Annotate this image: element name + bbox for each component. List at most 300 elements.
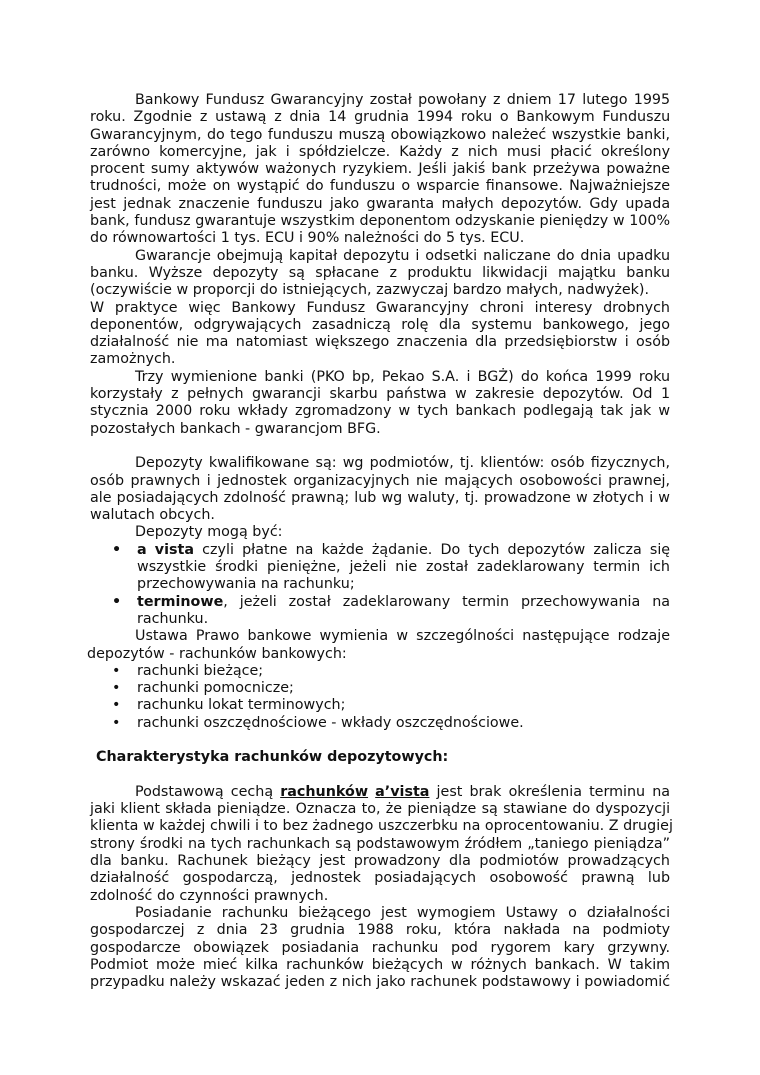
word: naliczane xyxy=(483,247,551,264)
text-line xyxy=(90,524,670,541)
word: prawnych. xyxy=(253,887,329,904)
word: środki xyxy=(215,559,259,576)
word: końca xyxy=(545,368,589,385)
word: z xyxy=(171,386,179,403)
list-item xyxy=(90,697,670,714)
word: pieniądze xyxy=(407,801,477,818)
word: gwaranta xyxy=(366,195,435,212)
word: grzywny. xyxy=(607,939,670,956)
word: bankowego, xyxy=(542,316,629,333)
word: o xyxy=(499,109,509,126)
list-item xyxy=(90,680,670,697)
word: są xyxy=(288,264,305,281)
word: prowadzone xyxy=(483,489,571,506)
word: rachunków xyxy=(234,749,323,766)
emphasized-text: terminowe xyxy=(137,593,224,610)
word: lutego xyxy=(582,92,628,108)
word: depozytowych: xyxy=(327,749,449,766)
word: więc xyxy=(188,299,221,316)
word: aktywów xyxy=(195,161,260,178)
word: chwili xyxy=(209,818,251,835)
text-line xyxy=(90,386,670,403)
text-line xyxy=(90,905,670,922)
word: równowartości xyxy=(112,230,217,247)
word: jak xyxy=(630,403,652,420)
word: pod xyxy=(450,939,478,956)
word: posiadających xyxy=(116,489,219,506)
word: dyspozycji xyxy=(595,801,671,818)
word: waluty, xyxy=(407,489,460,506)
word: zadeklarowany xyxy=(476,559,585,576)
word: termin xyxy=(462,593,510,610)
word: tys. xyxy=(459,230,486,247)
word: BFG. xyxy=(347,420,381,437)
word: dnia xyxy=(289,109,321,126)
word: Gwarancje xyxy=(135,247,211,264)
word: Ustawy xyxy=(505,904,559,921)
word: 100% xyxy=(629,213,671,230)
word: rachunków xyxy=(286,956,364,973)
word: spłacane xyxy=(315,264,380,281)
word: 5 xyxy=(445,230,456,247)
word: on xyxy=(212,178,231,195)
word: z xyxy=(389,264,397,281)
word: jego xyxy=(639,316,671,333)
word: małych, xyxy=(506,282,563,299)
word: do xyxy=(156,887,175,904)
text-line xyxy=(90,282,670,299)
text-line xyxy=(90,351,670,368)
word: rachunku xyxy=(137,697,204,714)
word: pieniądza” xyxy=(593,835,671,852)
text-line xyxy=(90,853,670,870)
word: wszystkim xyxy=(280,213,355,230)
text-line xyxy=(90,576,670,593)
word: tys. xyxy=(234,230,261,247)
word: wystąpić xyxy=(236,178,300,195)
word: składa xyxy=(165,801,212,818)
word: w xyxy=(143,818,155,835)
word: przechowywania xyxy=(520,593,641,610)
word: W xyxy=(607,956,622,973)
word: pomocnicze; xyxy=(203,680,294,697)
word: rachunków xyxy=(178,645,257,662)
text-line xyxy=(90,818,673,835)
text-line xyxy=(90,836,670,853)
word: działalność xyxy=(90,870,170,887)
bullet-icon: • xyxy=(112,593,122,610)
word: rolę xyxy=(401,316,429,333)
word: podlegają xyxy=(523,403,594,420)
word: rygorem xyxy=(490,939,551,956)
word: rachunki xyxy=(137,662,199,679)
word: ustawą xyxy=(215,109,267,126)
text-line xyxy=(90,473,670,490)
word: Depozyty xyxy=(135,455,203,472)
word: do xyxy=(572,801,591,818)
text-line xyxy=(90,300,670,317)
word: do xyxy=(520,368,539,385)
word: klient xyxy=(120,801,160,818)
word: obcych. xyxy=(159,507,215,524)
word: oszczędnościowe. xyxy=(395,714,524,731)
word: fundusz xyxy=(134,213,191,230)
text-line xyxy=(90,611,670,628)
word: na xyxy=(295,541,314,558)
word: należy xyxy=(169,974,216,991)
word: rachunkach xyxy=(246,835,331,852)
emphasized-text: rachunków xyxy=(280,783,369,800)
word: finansowe. xyxy=(485,178,563,195)
word: może xyxy=(167,178,207,195)
bullet-icon: • xyxy=(112,697,121,714)
word: natomiast xyxy=(235,334,308,351)
paragraph xyxy=(90,248,670,300)
word: prowadzony xyxy=(353,853,441,870)
word: ECU xyxy=(264,230,295,247)
word: stycznia xyxy=(90,403,149,420)
word: lub xyxy=(354,489,377,506)
word: S.A. xyxy=(431,368,460,385)
word: to, xyxy=(361,801,381,818)
word: dnia xyxy=(216,922,248,939)
word: Do xyxy=(440,541,461,558)
word: do xyxy=(259,282,278,299)
word: bardzo xyxy=(452,282,502,299)
word: każdej xyxy=(159,818,206,835)
word: wymienione xyxy=(170,368,258,385)
word: na xyxy=(187,835,206,852)
word: podmiotów, xyxy=(369,455,454,472)
word: są xyxy=(335,835,352,852)
word: - xyxy=(245,420,251,437)
word: strony xyxy=(90,835,135,852)
word: muszą xyxy=(338,126,386,143)
word: rachunku. xyxy=(137,610,209,627)
word: z xyxy=(274,109,282,126)
word: 23 xyxy=(259,922,278,939)
word: tych xyxy=(468,541,500,558)
word: z xyxy=(451,143,459,160)
word: jest xyxy=(436,783,463,800)
word: kilka xyxy=(245,956,279,973)
word: ryzykiem. xyxy=(342,161,413,178)
word: 14 xyxy=(328,109,347,126)
word: odsetki xyxy=(425,247,478,264)
word: się xyxy=(649,541,671,558)
word: bank, xyxy=(90,213,130,230)
word: Ustawa xyxy=(135,628,188,645)
word: interesy xyxy=(534,299,593,316)
text-line xyxy=(90,594,670,611)
word: żądanie. xyxy=(371,541,433,558)
word: różnych xyxy=(470,956,527,973)
word: mieć xyxy=(202,956,238,973)
word: klientów: xyxy=(480,455,545,472)
word: walutach xyxy=(90,507,155,524)
word: o xyxy=(401,178,411,195)
word: nadwyżek). xyxy=(567,282,650,299)
word: w xyxy=(658,403,671,420)
word: i xyxy=(285,143,290,160)
word: małych xyxy=(441,195,494,212)
word: Jeśli xyxy=(418,161,447,178)
word: podmiotów xyxy=(479,853,559,870)
word: skarbu xyxy=(329,386,378,403)
word: bp, xyxy=(352,368,375,385)
word: źródłem xyxy=(464,835,523,852)
word: ich xyxy=(649,559,670,576)
word: szczególności xyxy=(416,628,515,645)
emphasized-text: a’vista xyxy=(375,783,430,800)
text-line xyxy=(90,957,670,974)
word: prawnej, xyxy=(608,472,671,489)
word: zadeklarowany xyxy=(342,593,451,610)
word: rachunek xyxy=(410,974,478,991)
paragraph xyxy=(90,524,670,541)
word: w xyxy=(450,956,463,973)
word: gospodarczą, xyxy=(182,870,278,887)
bullet-icon: • xyxy=(112,680,121,697)
word: Oznacza xyxy=(295,801,357,818)
word: ważonych xyxy=(265,161,337,178)
list-item xyxy=(90,594,670,629)
word: bankach xyxy=(179,420,241,437)
word: w xyxy=(455,386,467,403)
word: upada xyxy=(625,195,671,212)
word: jakiś xyxy=(452,161,486,178)
word: czynności xyxy=(179,887,250,904)
text-line xyxy=(90,421,670,438)
text-line xyxy=(90,663,670,680)
word: w xyxy=(398,403,411,420)
word: należeć xyxy=(491,126,547,143)
word: Depozyty xyxy=(135,524,203,541)
paragraph xyxy=(90,92,670,248)
word: jest xyxy=(90,195,116,212)
word: nie xyxy=(395,559,418,576)
word: każde xyxy=(321,541,364,558)
word: systemu xyxy=(471,316,533,333)
word: ma xyxy=(205,334,229,351)
word: że xyxy=(385,801,403,818)
text-line xyxy=(90,213,670,230)
word: stawiane xyxy=(503,801,568,818)
word: deponentów, xyxy=(90,316,184,333)
word: Prawo xyxy=(195,628,240,645)
word: terminowych; xyxy=(247,697,346,714)
word: posiadających xyxy=(374,870,477,887)
word: Podmiot xyxy=(90,956,149,973)
word: oprocentowaniu. xyxy=(484,818,605,835)
word: tak xyxy=(600,403,624,420)
word: funduszu xyxy=(329,178,396,195)
word: osobowości xyxy=(519,472,602,489)
word: wg xyxy=(342,455,364,472)
word: zarówno xyxy=(90,143,151,160)
word: jako xyxy=(329,195,360,212)
word: 1999 xyxy=(595,368,632,385)
word: upadku xyxy=(617,247,671,264)
text-line xyxy=(90,680,670,697)
word: do xyxy=(90,230,108,247)
word: jeżeli xyxy=(239,593,277,610)
word: z xyxy=(492,92,501,108)
word: mogą xyxy=(207,524,248,541)
paragraph xyxy=(90,369,670,438)
word: grudnia xyxy=(354,109,409,126)
word: został xyxy=(288,593,331,610)
text-line xyxy=(90,92,670,109)
word: (PKO xyxy=(310,368,345,385)
word: Z xyxy=(608,818,619,835)
word: drobnych xyxy=(603,299,670,316)
text-line xyxy=(90,974,670,991)
word: został xyxy=(425,559,469,576)
word: w xyxy=(658,489,670,506)
word: Wyższe xyxy=(148,264,203,281)
word: i xyxy=(206,472,211,489)
word: deponentom xyxy=(359,213,451,230)
word: i xyxy=(255,818,259,835)
word: wszystkie xyxy=(137,559,207,576)
word: procent xyxy=(90,161,145,178)
word: 1 xyxy=(220,230,230,247)
word: bankach xyxy=(455,403,517,420)
text-line xyxy=(90,697,670,714)
word: być: xyxy=(252,524,283,541)
word: wkłady xyxy=(237,403,288,420)
text-line xyxy=(90,265,670,282)
word: bank xyxy=(491,161,527,178)
word: wsparcie xyxy=(416,178,480,195)
word: Najważniejsze xyxy=(569,178,671,195)
word: ale xyxy=(90,489,112,506)
word: w xyxy=(575,489,588,506)
word: na xyxy=(652,593,671,610)
text-line xyxy=(90,196,670,213)
document-page xyxy=(87,92,673,991)
bullet-icon: • xyxy=(112,541,122,558)
word: BGŻ) xyxy=(477,368,514,385)
word: jednostek xyxy=(291,870,361,887)
word: Gwarancyjny xyxy=(375,299,469,316)
emphasized-text: vista xyxy=(154,541,195,558)
word: depozytów. xyxy=(542,386,624,403)
word: klienta xyxy=(90,818,139,835)
word: (oczywiście xyxy=(90,282,172,299)
word: Podstawową xyxy=(135,783,224,800)
word: dla xyxy=(475,334,498,351)
word: jeden xyxy=(285,974,325,991)
word: organizacyjnych xyxy=(293,472,410,489)
word: i xyxy=(649,489,654,506)
word: rachunku; xyxy=(283,576,355,593)
word: jednostek xyxy=(217,472,287,489)
word: roku xyxy=(460,109,493,126)
text-line xyxy=(90,161,670,178)
list-item xyxy=(90,715,670,732)
word: znaczenia xyxy=(396,334,468,351)
word: następujące xyxy=(522,628,610,645)
word: z xyxy=(196,922,205,939)
text-line xyxy=(87,646,670,663)
word: grudnia xyxy=(290,922,346,939)
word: Fundusz xyxy=(306,299,366,316)
word: rachunku xyxy=(221,904,289,921)
word: o xyxy=(568,904,577,921)
word: tych xyxy=(417,403,449,420)
word: zalicza xyxy=(593,541,642,558)
word: Gdy xyxy=(589,195,618,212)
word: jeżeli xyxy=(349,559,387,576)
word: pozostałych xyxy=(90,420,176,437)
word: - xyxy=(331,714,337,731)
word: kary xyxy=(563,939,595,956)
word: działalność xyxy=(90,334,170,351)
word: działalności xyxy=(586,904,671,921)
word: 1 xyxy=(660,386,671,403)
word: z xyxy=(329,974,338,991)
word: poważne xyxy=(606,161,671,178)
word: roku xyxy=(199,403,231,420)
word: tj. xyxy=(464,489,479,506)
word: wymogiem xyxy=(416,904,496,921)
word: Gwarancyjnym, xyxy=(90,126,202,143)
word: uszczerbku xyxy=(377,818,458,835)
word: trudności, xyxy=(90,178,162,195)
section-heading xyxy=(90,749,670,766)
word: banki xyxy=(264,368,304,385)
word: likwidacji xyxy=(482,264,548,281)
word: prawną; xyxy=(291,489,350,506)
text-line xyxy=(90,178,670,195)
word: zakresie xyxy=(475,386,535,403)
word: roku, xyxy=(405,922,442,939)
word: 90% xyxy=(307,230,340,247)
word: bankach. xyxy=(534,956,600,973)
paragraph xyxy=(90,300,670,369)
word: określony xyxy=(601,143,671,160)
word: Fundusz xyxy=(205,92,265,108)
word: obowiązek xyxy=(193,939,269,956)
word: odzyskanie xyxy=(455,213,535,230)
text-line xyxy=(90,922,670,939)
text-line xyxy=(90,109,670,126)
word: tj. xyxy=(459,455,475,472)
word: zdolność xyxy=(90,887,153,904)
word: tego xyxy=(230,126,263,143)
word: podstawowym xyxy=(356,835,460,852)
word: banku. xyxy=(90,264,139,281)
word: dla xyxy=(90,853,112,870)
word: depozytów. xyxy=(501,195,582,212)
blank-line xyxy=(90,438,670,455)
word: chroni xyxy=(479,299,524,316)
word: powołany xyxy=(418,92,487,108)
word: odgrywających xyxy=(193,316,302,333)
word: mających xyxy=(444,472,513,489)
word: 2000 xyxy=(155,403,193,420)
word: ECU. xyxy=(490,230,525,247)
word: jednak xyxy=(123,195,172,212)
word: należności xyxy=(343,230,420,247)
word: zazwyczaj xyxy=(376,282,449,299)
word: wskazać xyxy=(220,974,281,991)
text-line xyxy=(90,542,670,559)
word: środki xyxy=(139,835,183,852)
text-line xyxy=(90,369,670,386)
